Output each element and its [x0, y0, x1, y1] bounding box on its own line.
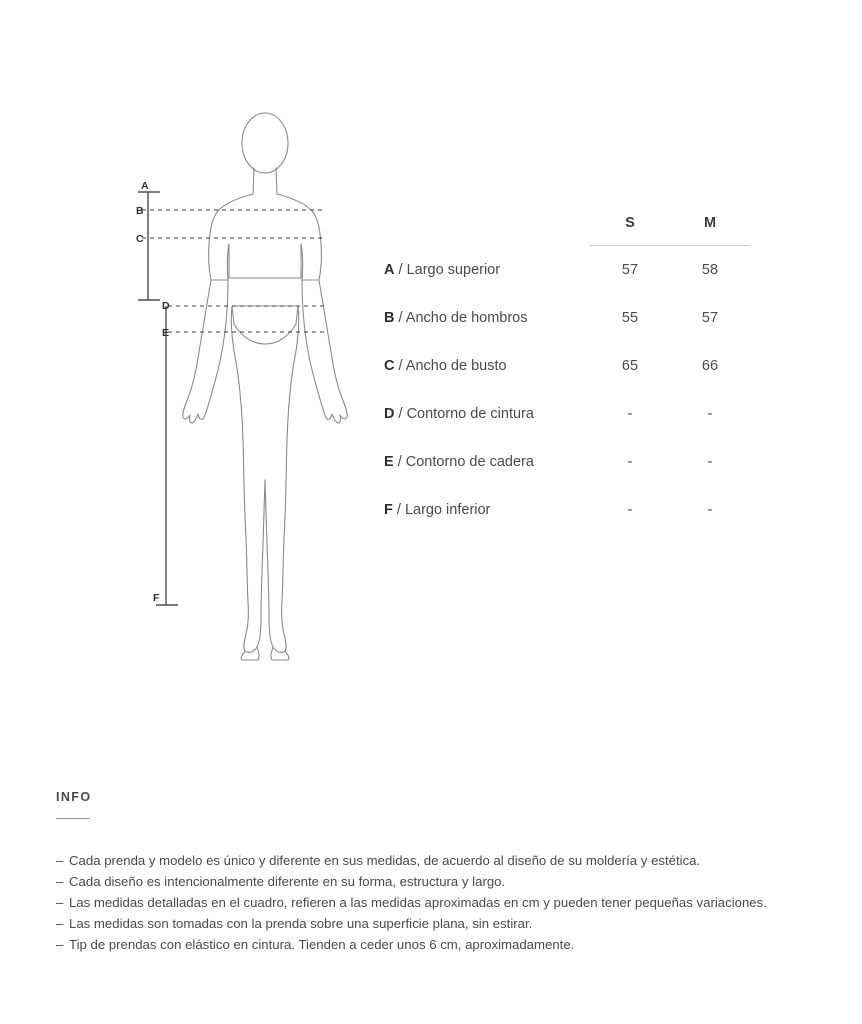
row-d-size-s: -	[627, 406, 633, 422]
info-item-text: Las medidas detalladas en el cuadro, refieren a las medidas aproximadas en cm y pueden tener pequeñas variaciones.	[69, 895, 767, 910]
label-f: F	[153, 592, 160, 604]
info-item	[56, 871, 816, 892]
measurements-table	[380, 215, 750, 534]
row-c-size-m: 66	[701, 358, 719, 374]
info-item-text: Las medidas son tomadas con la prenda sobre una superficie plana, sin estirar.	[69, 916, 533, 931]
table-header-row	[380, 215, 750, 246]
row-text-f: / Largo inferior	[392, 502, 491, 518]
row-label-f	[380, 486, 590, 534]
table-header-label	[380, 215, 590, 246]
figure-top	[209, 194, 322, 280]
info-item-text: Cada prenda y modelo es único y diferente en sus medidas, de acuerdo al diseño de su moldería y estética.	[69, 853, 701, 868]
row-label-c	[380, 342, 590, 390]
row-label-e	[380, 438, 590, 486]
info-list	[56, 850, 816, 955]
label-b: B	[136, 205, 144, 217]
table-header-size-m: M	[670, 215, 750, 246]
row-e-size-m: -	[707, 454, 713, 470]
table-row	[380, 294, 750, 342]
row-text-c: / Ancho de busto	[394, 358, 507, 374]
row-text-a: / Largo superior	[394, 261, 501, 278]
table-row	[380, 246, 750, 295]
row-d-size-m: -	[707, 406, 713, 422]
table-row	[380, 342, 750, 390]
info-item	[56, 913, 816, 934]
row-f-size-m: -	[707, 502, 713, 518]
info-item-text: Cada diseño es intencionalmente diferente en su forma, estructura y largo.	[69, 874, 506, 889]
row-b-size-m: 57	[701, 310, 719, 326]
info-title-underline	[56, 818, 90, 819]
info-title: INFO	[56, 790, 92, 804]
table-row	[380, 438, 750, 486]
figure-neck	[253, 168, 277, 194]
row-text-b: / Ancho de hombros	[394, 310, 528, 326]
label-d: D	[162, 300, 170, 312]
info-bullet: –	[56, 874, 64, 889]
row-letter-a: A	[384, 261, 395, 278]
figure-right-arm	[302, 280, 347, 423]
figure-svg	[120, 110, 400, 680]
row-letter-b: B	[384, 310, 395, 326]
row-b-size-s: 55	[621, 310, 639, 326]
row-letter-c: C	[384, 358, 395, 374]
table-header-size-s: S	[590, 215, 670, 246]
info-bullet: –	[56, 937, 64, 952]
figure-left-arm	[183, 280, 228, 423]
figure-left-leg	[231, 306, 265, 652]
row-letter-f: F	[384, 502, 393, 518]
row-c-size-s: 65	[621, 358, 639, 374]
row-a-size-s: 57	[621, 262, 639, 278]
row-text-d: / Contorno de cintura	[394, 406, 534, 422]
guide-letters	[136, 180, 170, 604]
row-label-a	[380, 246, 590, 295]
figure-right-leg	[265, 306, 299, 652]
body-measurement-diagram	[120, 110, 400, 680]
bracket-f	[156, 306, 178, 605]
row-letter-d: D	[384, 406, 395, 422]
figure-briefs	[232, 306, 298, 344]
info-bullet: –	[56, 916, 64, 931]
label-a: A	[141, 180, 149, 192]
info-item-text: Tip de prendas con elástico en cintura. Tienden a ceder unos 6 cm, aproximadamente.	[69, 937, 575, 952]
label-e: E	[162, 327, 170, 339]
info-item	[56, 892, 816, 913]
info-bullet: –	[56, 895, 64, 910]
size-table	[380, 215, 750, 534]
row-f-size-s: -	[627, 502, 633, 518]
row-label-d	[380, 390, 590, 438]
info-item	[56, 934, 816, 955]
figure-head	[242, 113, 288, 173]
table-row	[380, 486, 750, 534]
table-row	[380, 390, 750, 438]
row-e-size-s: -	[627, 454, 633, 470]
info-bullet: –	[56, 853, 64, 868]
row-letter-e: E	[384, 454, 394, 470]
row-text-e: / Contorno de cadera	[393, 454, 534, 470]
label-c: C	[136, 233, 144, 245]
row-label-b	[380, 294, 590, 342]
info-item	[56, 850, 816, 871]
row-a-size-m: 58	[701, 262, 719, 278]
